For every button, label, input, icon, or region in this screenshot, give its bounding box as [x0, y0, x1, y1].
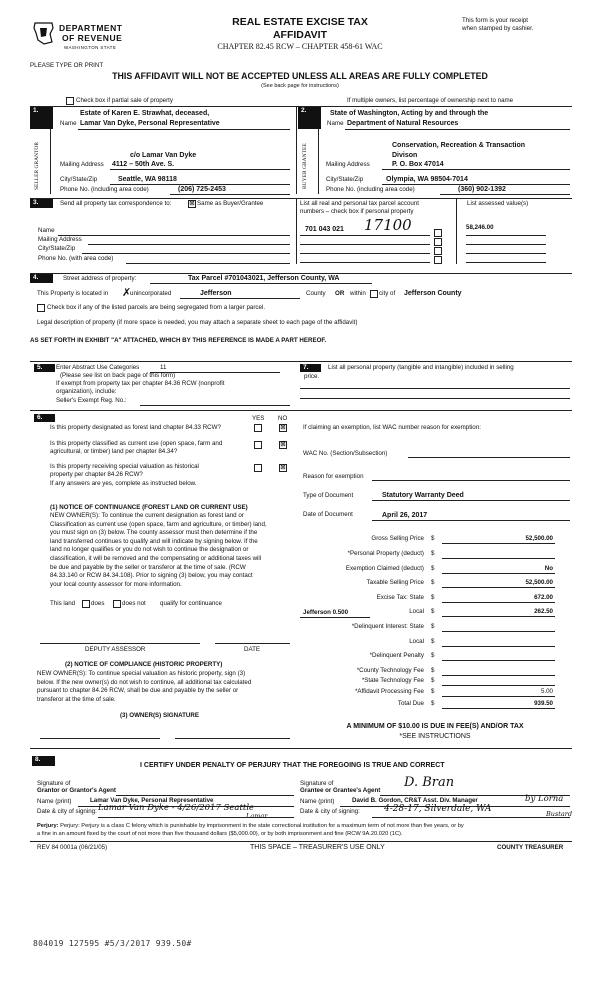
calc-underline [442, 558, 555, 559]
seller-grantor-side-label: SELLER GRANTOR [34, 141, 40, 191]
unincorporated-checkbox[interactable]: ✗ [122, 287, 132, 299]
calc-dollar: $ [431, 623, 435, 630]
see-back-note: (See back page for instructions) [261, 83, 339, 89]
seller-city-label: City/State/Zip [60, 176, 98, 183]
section-4-number: 4. [30, 274, 53, 283]
calc-label: *Delinquent Interest: State [351, 623, 424, 630]
current-use-question: Is this property classified as current use (open space, farm and [50, 440, 223, 447]
city-value: Jefferson County [404, 290, 462, 297]
no-header: NO [278, 415, 288, 422]
logo-line-3: WASHINGTON STATE [64, 45, 117, 50]
buyer-mail-label: Mailing Address [326, 161, 370, 168]
form-title-2: AFFIDAVIT [272, 29, 328, 41]
same-as-buyer-label: Same as Buyer/Grantee [197, 200, 264, 207]
buyer-city-label: City/State/Zip [326, 176, 364, 183]
partial-sale-label: Check box if partial sale of property [76, 97, 173, 104]
calc-dollar: $ [431, 652, 435, 659]
seller-phone-label: Phone No. (including area code) [60, 186, 149, 193]
grantor-name-label: Name (print) [37, 798, 72, 805]
continuance-line: land no longer qualifies or you do not wish to continue the designation or [50, 546, 249, 554]
doc-date-value: April 26, 2017 [382, 512, 428, 519]
calc-label: Gross Selling Price [371, 535, 424, 542]
forest-land-question: Is this property designated as forest land chapter 84.33 RCW? [50, 424, 221, 431]
buyer-name-2: Department of Natural Resources [347, 120, 459, 127]
form-subtitle: CHAPTER 82.45 RCW – CHAPTER 458-61 WAC [217, 42, 383, 51]
partial-sale-checkbox[interactable] [66, 97, 74, 105]
section-2-number: 2. [298, 107, 321, 129]
corr-name-label: Name [38, 227, 55, 234]
county-name: Jefferson [200, 290, 232, 297]
buyer-phone-label: Phone No. (including area code) [326, 186, 415, 193]
historic-line: pursuant to chapter 84.26 RCW, shall be due and payable by the seller or [37, 687, 239, 695]
continuance-line: you must sign on (3) below. The county assessor must then determine if the [50, 529, 258, 537]
segregated-label: Check box if any of the listed parcels are being segregated from a larger parcel. [47, 304, 266, 311]
calc-value: 52,500.00 [525, 579, 553, 586]
please-type: PLEASE TYPE OR PRINT [30, 62, 104, 69]
doc-date-label: Date of Document [303, 511, 353, 518]
receipt-note-2: when stamped by cashier. [462, 25, 534, 32]
completion-warning: THIS AFFIDAVIT WILL NOT BE ACCEPTED UNLESS ALL AREAS ARE FULLY COMPLETED [112, 71, 488, 81]
corr-city-label: City/State/Zip [38, 245, 76, 252]
calc-underline [442, 602, 555, 603]
continuance-line: your local county assessor for more information. [50, 580, 182, 588]
continuance-line: Classification as current use (open space, farm and agriculture, or timber) land, [50, 520, 267, 528]
seller-name-1: Estate of Karen E. Strawhat, deceased, [80, 110, 210, 117]
assessor-date-label: DATE [244, 646, 261, 653]
grantor-sig-of: Signature of [37, 780, 71, 787]
forest-yes-checkbox[interactable] [254, 424, 262, 432]
assessed-value: 58,246.00 [466, 224, 494, 231]
section-5-number: 5. [34, 364, 55, 372]
acct-number: 701 043 021 [305, 226, 344, 233]
calc-dollar: $ [431, 638, 435, 645]
calc-dollar: $ [431, 700, 435, 707]
historic-no-checkbox[interactable]: ⊠ [280, 464, 286, 471]
seller-name-label: Name [60, 120, 77, 127]
historic-yes-checkbox[interactable] [254, 464, 262, 472]
cashier-stamp: 804019 127595 #5/3/2017 939.50# [33, 939, 192, 948]
calc-value: No [544, 565, 553, 572]
calc-dollar: $ [431, 677, 435, 684]
form-title: REAL ESTATE EXCISE TAX [232, 16, 368, 28]
historic-line: below. If the new owner(s) do not wish to continue, all additional tax calculated [37, 678, 252, 686]
grantee-agent-label: Grantee or Grantee's Agent [300, 787, 381, 794]
calc-label: *State Technology Fee [361, 677, 424, 684]
seller-phone: (206) 725-2453 [178, 186, 226, 193]
abstract-use-line4: organization), include: [56, 388, 117, 395]
does-checkbox[interactable] [82, 600, 90, 608]
assessed-header: List assessed value(s) [467, 200, 529, 207]
exemption-label: If claiming an exemption, list WAC number reason for exemption: [303, 424, 481, 431]
calc-underline [442, 543, 555, 544]
personal-property-label: List all personal property (tangible and intangible) included in selling [328, 364, 514, 371]
buyer-city: Olympia, WA 98504-7014 [386, 176, 468, 183]
grantee-sig-of: Signature of [300, 780, 334, 787]
calc-dollar: $ [431, 594, 435, 601]
form-number: REV 84 0001a (06/21/05) [37, 844, 108, 851]
reason-label: Reason for exemption [303, 473, 364, 480]
perjury-1: Perjury: Perjury: Perjury is a class C felony which is punishable by imprisonment in the state correctional institution for a maximum term of not more than five years, or by [37, 823, 464, 829]
calc-label: *Personal Property (deduct) [347, 550, 424, 557]
county-treasurer: COUNTY TREASURER [497, 844, 564, 851]
seller-city: Seattle, WA 98118 [118, 176, 177, 183]
calc-value: 939.50 [534, 700, 553, 707]
abstract-use-line2: (Please see list on back page of this form) [60, 372, 176, 379]
historic-line: NEW OWNER(S): To continue special valuation as historic property, sign (3) [37, 670, 246, 677]
or-label: OR [335, 290, 345, 297]
county-label: County [306, 290, 326, 297]
calc-underline [442, 646, 555, 647]
calc-label: Exemption Claimed (deduct) [345, 565, 424, 572]
grantee-name-hand: by Lorna [525, 794, 564, 804]
calc-dollar: $ [431, 608, 435, 615]
grantor-name: Lamar Van Dyke, Personal Representative [90, 797, 214, 804]
calc-label: Excise Tax: State [376, 594, 424, 601]
certify-text: I CERTIFY UNDER PENALTY OF PERJURY THAT THE FOREGOING IS TRUE AND CORRECT [140, 762, 445, 769]
section-7-number: 7. [300, 364, 321, 372]
grantor-date-city-label: Date & city of signing: [37, 808, 97, 815]
personal-property-label-2: price. [304, 373, 320, 380]
calc-label: Local [409, 608, 424, 615]
deputy-assessor-label: DEPUTY ASSESSOR [85, 646, 146, 653]
receipt-note: This form is your receipt [462, 17, 529, 24]
multiple-owners-note: If multiple owners, list percentage of ownership next to name [347, 97, 514, 104]
continuance-line: NEW OWNER(S): To continue the current designation as forest land or [50, 512, 244, 519]
grantee-signature: D. Bran [404, 775, 455, 790]
qualify-label: qualify for continuance [160, 600, 222, 607]
city-of-label: city of [379, 290, 396, 297]
abstract-use-line3: If exempt from property tax per chapter 84.36 RCW (nonprofit [56, 380, 225, 387]
section-8-number: 8. [32, 756, 55, 766]
corr-phone-label: Phone No. (with area code) [38, 255, 114, 262]
grantee-date-city-label: Date & city of signing: [300, 808, 360, 815]
acct-header-2: numbers – check box if personal property [300, 208, 414, 215]
buyer-mail: P. O. Box 47014 [392, 161, 444, 168]
answers-yes-note: If any answers are yes, complete as instructed below. [50, 480, 197, 487]
logo-line-1: DEPARTMENT [59, 23, 123, 33]
grantee-date-city-2: Bustard [546, 810, 573, 818]
calc-value: 262.50 [534, 608, 553, 615]
personal-property-checkbox-2[interactable] [434, 238, 442, 246]
acct-header-1: List all real and personal tax parcel account [300, 200, 420, 207]
calc-label: Taxable Selling Price [366, 579, 424, 586]
calc-dollar: $ [431, 688, 435, 695]
local-rate: Jefferson 0.500 [303, 609, 349, 616]
section-1-number: 1. [30, 107, 53, 129]
buyer-phone: (360) 902-1392 [458, 186, 506, 193]
buyer-grantee-side-label: BUYER GRANTEE [302, 143, 308, 189]
buyer-division-1: Conservation, Recreation & Transaction [392, 142, 526, 149]
calc-label: *County Technology Fee [356, 667, 424, 674]
calc-dollar: $ [431, 667, 435, 674]
continuance-line: classification, it will be removed and the compensating or additional taxes will [50, 555, 262, 562]
calc-label: Local [409, 638, 424, 645]
treasurer-use: THIS SPACE – TREASURER'S USE ONLY [250, 844, 385, 851]
does-not-label: does not [122, 600, 146, 607]
logo-line-2: OF REVENUE [62, 33, 123, 43]
calc-underline [442, 616, 555, 617]
calc-underline [442, 631, 555, 632]
continuance-line: land transferred continues to qualify and will indicate by signing below. If the [50, 537, 258, 545]
personal-property-checkbox-4[interactable] [434, 256, 442, 264]
current-use-no-checkbox[interactable]: ⊠ [280, 441, 286, 448]
within-label: within [350, 290, 366, 297]
wac-label: WAC No. (Section/Subsection) [303, 450, 388, 457]
exhibit-text: AS SET FORTH IN EXHIBIT "A" ATTACHED, WHICH BY THIS REFERENCE IS MADE A PART HEREOF. [30, 337, 327, 344]
calc-dollar: $ [431, 550, 435, 557]
grantor-date-city-2: Lamar [246, 812, 268, 820]
personal-property-checkbox-1[interactable] [434, 229, 442, 237]
buyer-name-1: State of Washington, Acting by and through the [330, 110, 489, 117]
historic-title: (2) NOTICE OF COMPLIANCE (HISTORIC PROPERTY) [65, 661, 223, 668]
current-use-question-2: agricultural, or timber) land per chapter 84.34? [50, 448, 178, 455]
seller-name-2: Lamar Van Dyke, Personal Representative [80, 120, 220, 127]
seller-mail-label: Mailing Address [60, 161, 104, 168]
unincorporated-label: unincorporated [130, 290, 172, 297]
calc-underline [442, 685, 555, 686]
legal-description-label: Legal description of property (if more space is needed, you may attach a separate sheet to each page of the affidavit) [37, 319, 358, 326]
doc-type-label: Type of Document [303, 492, 354, 499]
historic-question-2: property per chapter 84.26 RCW? [50, 471, 143, 478]
corr-mail-label: Mailing Address [38, 236, 82, 243]
doc-type-value: Statutory Warranty Deed [382, 492, 464, 499]
this-land-label: This land [50, 600, 76, 607]
forest-no-checkbox[interactable]: ⊠ [280, 424, 286, 431]
located-in-label: This Property is located in [37, 290, 109, 297]
calc-underline [442, 587, 555, 588]
does-not-checkbox[interactable] [113, 600, 121, 608]
grantor-agent-label: Grantor or Grantor's Agent [37, 787, 116, 794]
calc-underline [442, 573, 555, 574]
calc-label: Total Due [397, 700, 424, 707]
section-6-number: 6. [34, 414, 55, 422]
continuance-title: (1) NOTICE OF CONTINUANCE (FOREST LAND OR CURRENT USE) [50, 504, 248, 511]
calc-underline [442, 708, 555, 709]
historic-line: transferor at the time of sale. [37, 695, 116, 703]
section-3-number: 3. [30, 199, 53, 208]
abstract-use-value: 11 [160, 364, 167, 371]
send-correspondence-label: Send all property tax correspondence to: [60, 200, 172, 207]
calc-underline [442, 696, 555, 697]
owner-signature-label: (3) OWNER(S) SIGNATURE [120, 712, 199, 719]
city-checkbox[interactable] [370, 290, 378, 298]
calc-value: 672.00 [534, 594, 553, 601]
calc-underline [442, 675, 555, 676]
calc-label: *Affidavit Processing Fee [354, 688, 424, 695]
calc-value: 5.00 [540, 688, 553, 695]
yes-header: YES [252, 415, 265, 422]
grantor-date-city: Lamar Van Dyke - 4/26/2017 Seattle [98, 803, 255, 813]
calc-value: 52,500.00 [525, 535, 553, 542]
calc-dollar: $ [431, 565, 435, 572]
calc-dollar: $ [431, 579, 435, 586]
does-label: does [91, 600, 105, 607]
street-value: Tax Parcel #701043021, Jefferson County, WA [188, 275, 340, 282]
seller-mail: 4112 – 50th Ave. S. [112, 161, 175, 168]
calc-dollar: $ [431, 535, 435, 542]
perjury-2: a fine in an amount fixed by the court of not more than five thousand dollars ($5,000.00), or by both imprisonment and fine (RCW 9A.20.020 (1C). [37, 831, 403, 837]
buyer-division-2: Divison [392, 152, 418, 159]
continuance-line: 84.33.140 or RCW 84.34.108). Prior to signing (3) below, you may contact [50, 572, 253, 580]
grantee-name: David B. Gordon, CR&T Asst. Div. Manager [352, 797, 478, 804]
calc-underline [442, 660, 555, 661]
street-label: Street address of property: [63, 275, 137, 282]
grantee-date-city: 4-28-17, Silverdale, WA [384, 804, 492, 814]
minimum-notice: A MINIMUM OF $10.00 IS DUE IN FEE(S) AND/OR TAX [346, 723, 524, 730]
abstract-use-label: Enter Abstract Use Categories [56, 364, 140, 371]
continuance-line: be due and payable by the seller or transferor at the time of sale. (RCW [50, 563, 246, 571]
seller-co: c/o Lamar Van Dyke [130, 152, 197, 159]
same-as-buyer-checkbox[interactable]: ⊠ [189, 200, 195, 207]
calc-label: *Delinquent Penalty [369, 652, 424, 659]
segregated-checkbox[interactable] [37, 304, 45, 312]
abstract-use-line5: Seller's Exempt Reg. No.: [56, 397, 127, 404]
see-instructions: *SEE INSTRUCTIONS [399, 733, 471, 740]
grantee-name-label: Name (print) [300, 798, 335, 805]
historic-question: Is this property receiving special valuation as historical [50, 463, 199, 470]
current-use-yes-checkbox[interactable] [254, 441, 262, 449]
personal-property-checkbox-3[interactable] [434, 247, 442, 255]
buyer-name-label: Name [327, 120, 344, 127]
acct-handwritten: 17100 [364, 216, 412, 234]
